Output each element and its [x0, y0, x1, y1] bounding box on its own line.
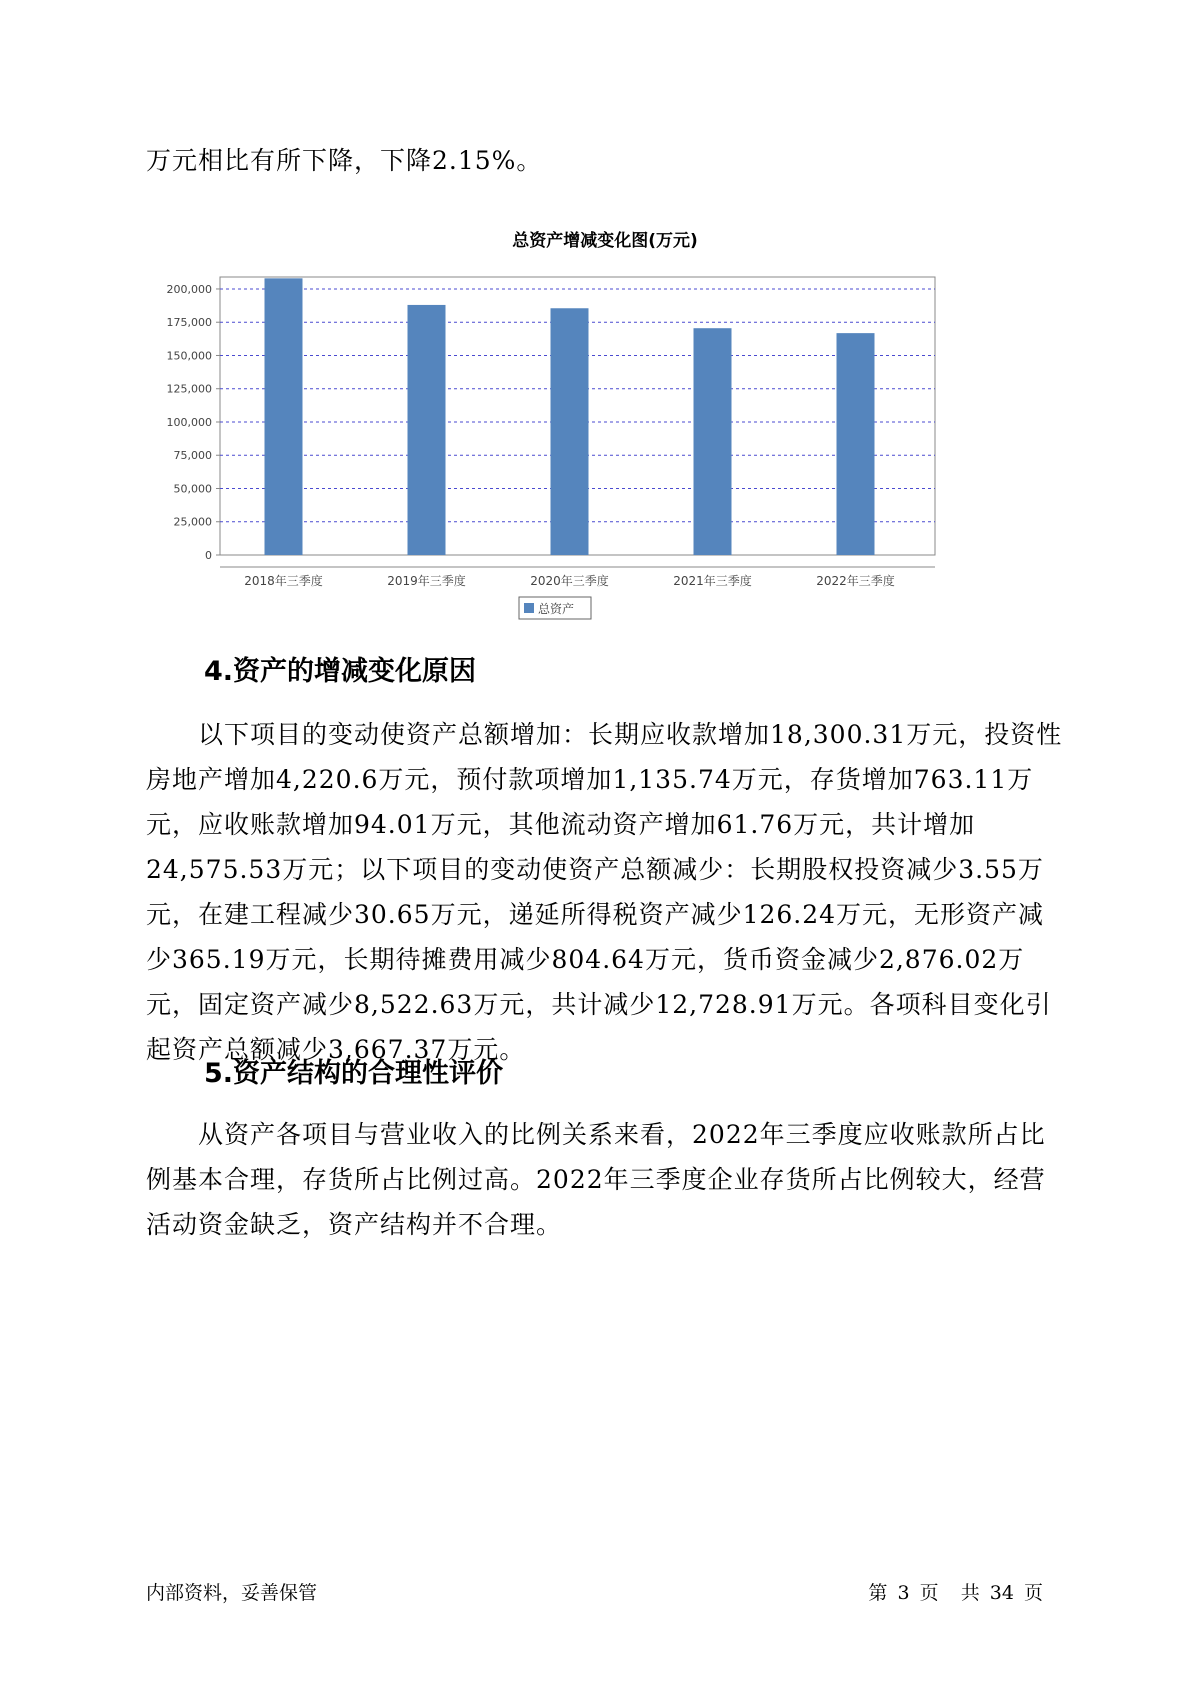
section4-paragraph: 以下项目的变动使资产总额增加：长期应收款增加18,300.31万元，投资性房地产增加4,220.6万元，预付款项增加1,135.74万元，存货增加763.11万元，应收账款增加94.01万元，其他流动资产增加61.76万元，共计增加24,575.53万元；以下项目的变动使资产总额减少：长期股权投资减少3.55万元，在建工程减少30.65万元，递延所得税资产减少126.24万元，无形资产减少365.19万元，长期待摊费用减少804.64万元，货币资金减少2,876.02万元，固定资产减少8,522.63万元，共计减少12,728.91万元。各项科目变化引起资产总额减少3,667.37万元。 [146, 720, 1063, 1064]
y-tick-label: 100,000 [166, 415, 212, 429]
section4-heading: 4.资产的增减变化原因 [204, 656, 477, 687]
page-unit: 页 [919, 1582, 939, 1604]
y-tick-label: 175,000 [166, 316, 212, 330]
chart-title: 总资产增减变化图(万元) [512, 231, 698, 251]
x-tick-label: 2018年三季度 [244, 574, 323, 588]
y-tick-label: 75,000 [173, 449, 212, 463]
legend-label: 总资产 [538, 602, 575, 616]
y-tick-label: 0 [205, 549, 212, 562]
footer-page-number [866, 1578, 1045, 1605]
section5-heading: 5.资产结构的合理性评价 [204, 1058, 504, 1089]
x-tick-label: 2019年三季度 [387, 574, 466, 588]
x-tick-label: 2021年三季度 [673, 574, 752, 588]
bar-chart [160, 265, 940, 635]
total-prefix: 共 [960, 1582, 980, 1604]
bar [265, 278, 303, 555]
bar [837, 333, 875, 555]
bar [408, 305, 446, 555]
x-tick-label: 2022年三季度 [816, 574, 895, 588]
page-prefix: 第 [868, 1582, 888, 1604]
section5-paragraph: 从资产各项目与营业收入的比例关系来看，2022年三季度应收账款所占比例基本合理，存货所占比例过高。2022年三季度企业存货所占比例较大，经营活动资金缺乏，资产结构并不合理。 [146, 1120, 1046, 1239]
x-tick-label: 2020年三季度 [530, 574, 609, 588]
page-total: 34 [989, 1582, 1014, 1604]
y-tick-label: 125,000 [166, 382, 212, 396]
bar [551, 308, 589, 555]
legend-swatch [524, 603, 534, 613]
y-tick-label: 50,000 [173, 482, 212, 496]
footer-confidential-note: 内部资料，妥善保管 [146, 1582, 318, 1604]
y-tick-label: 200,000 [166, 282, 212, 296]
y-tick-label: 25,000 [173, 515, 212, 529]
bar [694, 328, 732, 555]
y-tick-label: 150,000 [166, 349, 212, 363]
total-unit: 页 [1023, 1582, 1043, 1604]
intro-text: 万元相比有所下降，下降2.15%。 [146, 146, 543, 175]
page-current: 3 [897, 1582, 910, 1604]
